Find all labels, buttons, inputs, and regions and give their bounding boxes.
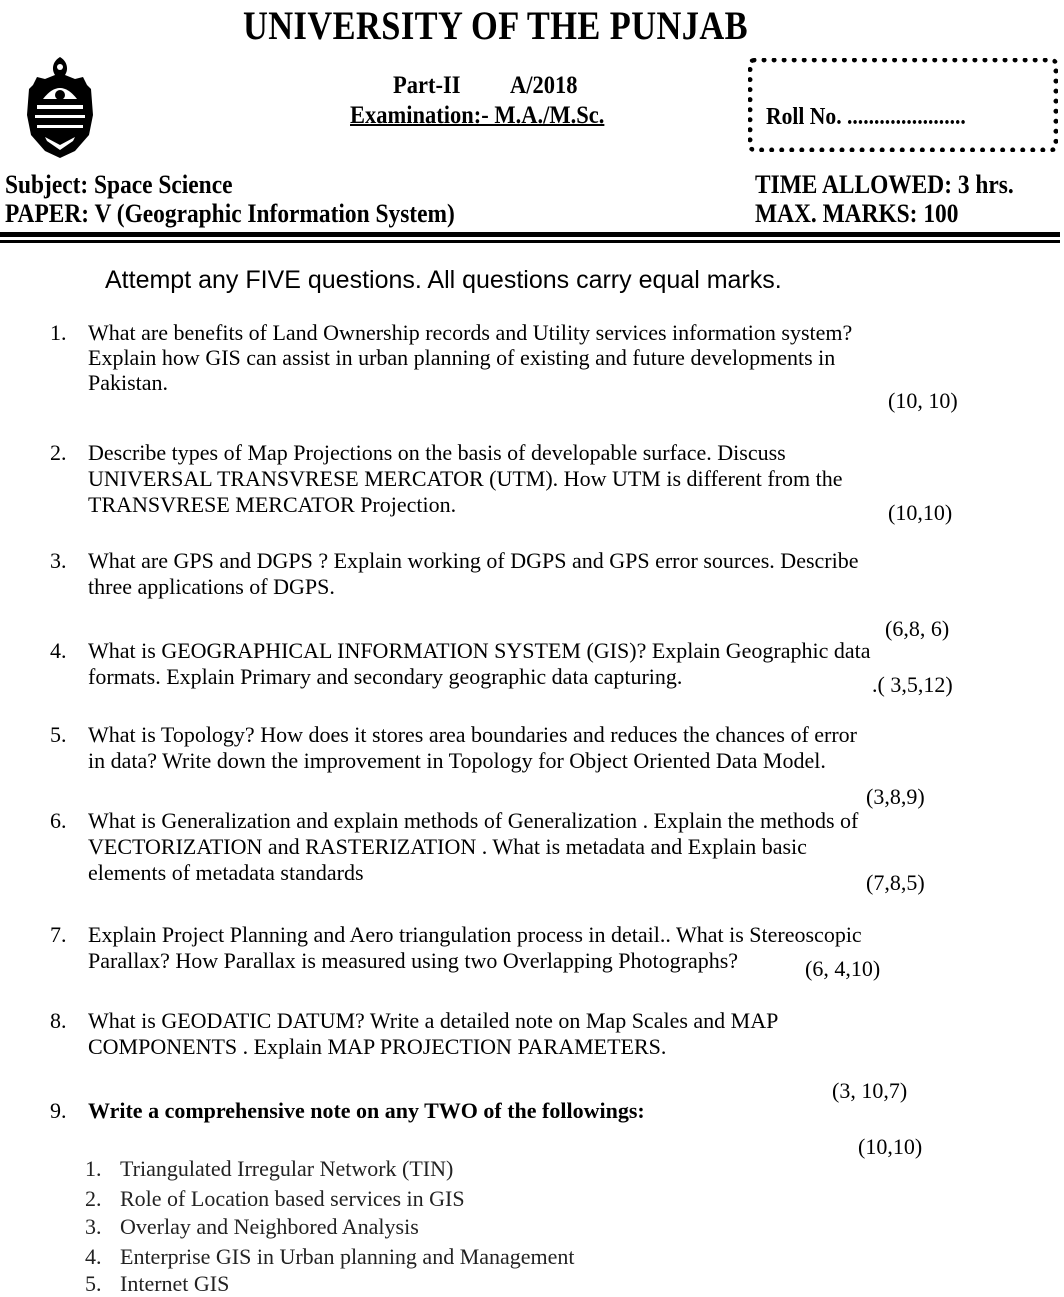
question-number: 2. bbox=[50, 440, 67, 465]
question-number: 3. bbox=[50, 548, 67, 573]
question-text-line: three applications of DGPS. bbox=[88, 574, 335, 599]
question-number: 1. bbox=[50, 320, 67, 345]
paper-label: PAPER: V (Geographic Information System) bbox=[5, 199, 455, 228]
question-text-line: formats. Explain Primary and secondary geographic data capturing. bbox=[88, 664, 683, 689]
roll-number-field: Roll No. ...................... bbox=[766, 104, 966, 130]
header-divider bbox=[0, 232, 1060, 237]
sub-item-text: Enterprise GIS in Urban planning and Management bbox=[120, 1244, 575, 1269]
university-title: UNIVERSITY OF THE PUNJAB bbox=[243, 3, 749, 48]
question-number: 4. bbox=[50, 638, 67, 663]
question-marks: (6, 4,10) bbox=[805, 956, 881, 981]
question-text-line: What is GEOGRAPHICAL INFORMATION SYSTEM (GIS)? Explain Geographic data bbox=[88, 638, 871, 663]
sub-item-number: 4. bbox=[85, 1244, 102, 1269]
header-divider-thin bbox=[0, 240, 1060, 243]
question-text-line: Write a comprehensive note on any TWO of the followings: bbox=[88, 1098, 645, 1123]
sub-item-text: Internet GIS bbox=[120, 1271, 230, 1296]
question-text-line: What is Topology? How does it stores area boundaries and reduces the chances of error bbox=[88, 722, 858, 747]
sub-item-text: Overlay and Neighbored Analysis bbox=[120, 1214, 419, 1239]
sub-item-text: Role of Location based services in GIS bbox=[120, 1186, 465, 1211]
question-text-line: What is Generalization and explain methods of Generalization . Explain the methods of bbox=[88, 808, 859, 833]
sub-item-text: Triangulated Irregular Network (TIN) bbox=[120, 1156, 454, 1181]
sub-item-number: 2. bbox=[85, 1186, 102, 1211]
sub-item-number: 1. bbox=[85, 1156, 102, 1181]
question-text-line: Explain Project Planning and Aero triangulation process in detail.. What is Stereoscopic bbox=[88, 922, 862, 947]
question-text-line: in data? Write down the improvement in Topology for Object Oriented Data Model. bbox=[88, 748, 826, 773]
question-text-line: What is GEODATIC DATUM? Write a detailed note on Map Scales and MAP bbox=[88, 1008, 779, 1033]
question-text-line: Describe types of Map Projections on the basis of developable surface. Discuss bbox=[88, 440, 786, 465]
question-text-line: Explain how GIS can assist in urban planning of existing and future developments in bbox=[88, 345, 836, 370]
question-number: 9. bbox=[50, 1098, 67, 1123]
question-text-line: elements of metadata standards bbox=[88, 860, 364, 885]
question-number: 7. bbox=[50, 922, 67, 947]
question-marks: (7,8,5) bbox=[866, 870, 925, 895]
subject-label: Subject: Space Science bbox=[5, 170, 233, 199]
question-text-line: Pakistan. bbox=[88, 370, 169, 395]
sub-item-number: 3. bbox=[85, 1214, 102, 1239]
question-number: 8. bbox=[50, 1008, 67, 1033]
question-marks: .( 3,5,12) bbox=[872, 672, 953, 697]
question-text-line: What are benefits of Land Ownership records and Utility services information system? bbox=[88, 320, 853, 345]
sub-item-number: 5. bbox=[85, 1271, 102, 1296]
question-text-line: What are GPS and DGPS ? Explain working of DGPS and GPS error sources. Describe bbox=[88, 548, 859, 573]
instructions: Attempt any FIVE questions. All questions carry equal marks. bbox=[105, 266, 782, 294]
question-marks: (10, 10) bbox=[888, 388, 958, 413]
university-logo bbox=[15, 55, 105, 160]
question-text-line: COMPONENTS . Explain MAP PROJECTION PARAMETERS. bbox=[88, 1034, 667, 1059]
question-text-line: Parallax? How Parallax is measured using two Overlapping Photographs? bbox=[88, 948, 739, 973]
question-marks: (10,10) bbox=[858, 1134, 923, 1159]
time-allowed: TIME ALLOWED: 3 hrs. bbox=[755, 170, 1014, 199]
question-number: 5. bbox=[50, 722, 67, 747]
question-marks: (3,8,9) bbox=[866, 784, 925, 809]
exam-session: A/2018 bbox=[510, 72, 578, 99]
max-marks: MAX. MARKS: 100 bbox=[755, 199, 959, 228]
question-marks: (3, 10,7) bbox=[832, 1078, 908, 1103]
question-text-line: TRANSVRESE MERCATOR Projection. bbox=[88, 492, 457, 517]
exam-part: Part-II bbox=[393, 72, 461, 99]
question-number: 6. bbox=[50, 808, 67, 833]
question-text-line: UNIVERSAL TRANSVRESE MERCATOR (UTM). How UTM is different from the bbox=[88, 466, 843, 491]
question-text-line: VECTORIZATION and RASTERIZATION . What is metadata and Explain basic bbox=[88, 834, 807, 859]
examination-title: Examination:- M.A./M.Sc. bbox=[350, 102, 605, 129]
question-marks: (6,8, 6) bbox=[885, 616, 950, 641]
question-marks: (10,10) bbox=[888, 500, 953, 525]
